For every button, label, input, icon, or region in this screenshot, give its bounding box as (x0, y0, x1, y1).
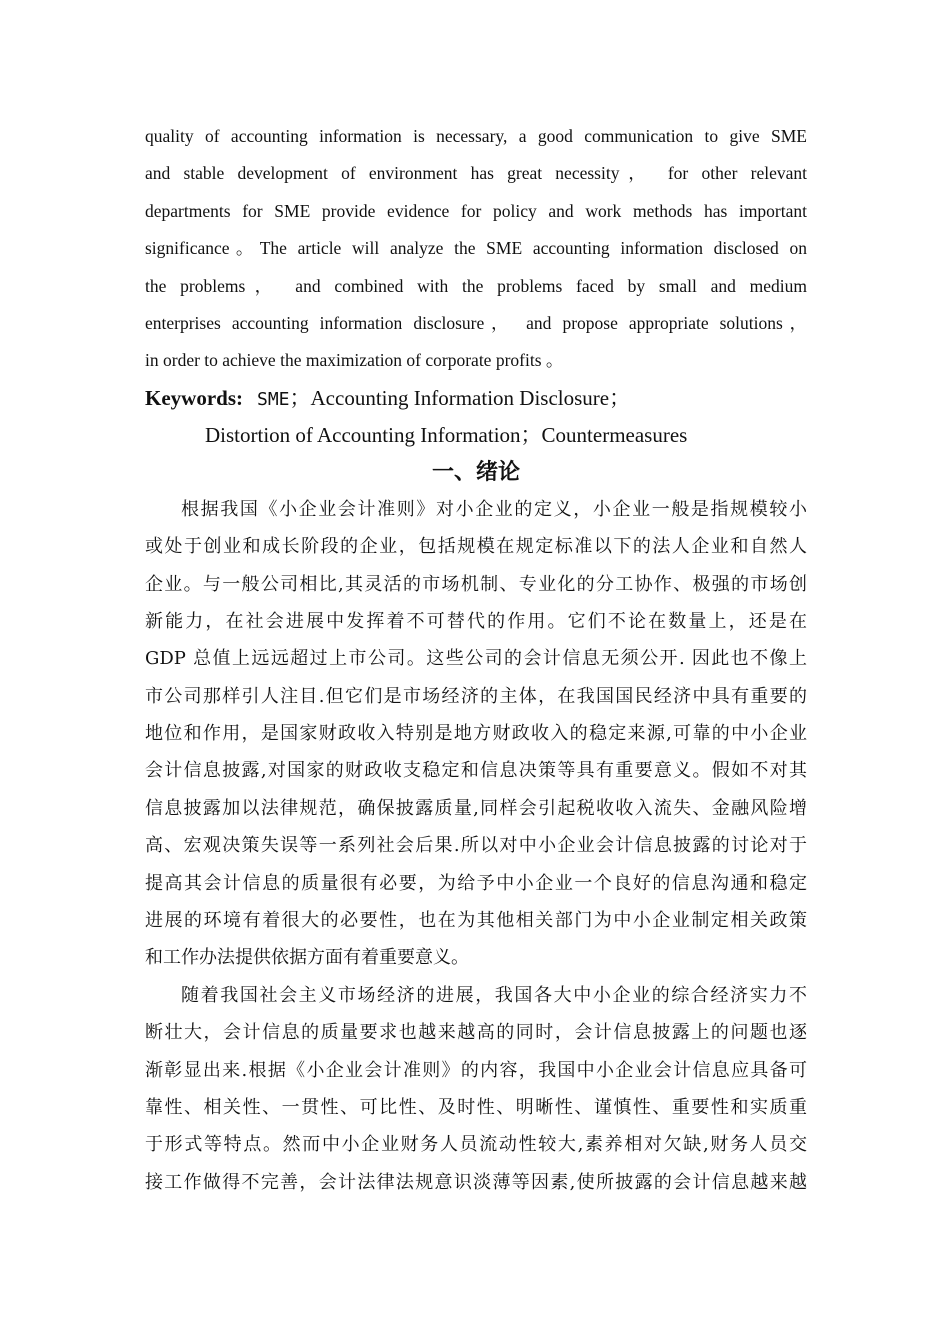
body-paragraph-1 (145, 491, 807, 977)
paragraph-line: 新能力，在社会进展中发挥着不可替代的作用。它们不论在数量上，还是在 (145, 610, 807, 632)
paragraph-line: 地位和作用，是国家财政收入特别是地方财政收入的稳定来源,可靠的中小企业 (145, 723, 807, 745)
paragraph-line: 高、宏观决策失误等一系列社会后果.所以对中小企业会计信息披露的讨论对于 (145, 835, 807, 857)
abstract-line: significance。The article will analyze the SME accounting information disclosed on (145, 238, 807, 259)
paragraph-line: 靠性、相关性、一贯性、可比性、及时性、明晰性、谨慎性、重要性和实质重 (145, 1096, 807, 1118)
paragraph-line: 渐彰显出来.根据《小企业会计准则》的内容，我国中小企业会计信息应具备可 (145, 1059, 807, 1081)
keywords-label: Keywords: (145, 385, 243, 410)
keywords-line-2: Distortion of Accounting Information；Countermeasures (205, 422, 688, 447)
paragraph-line: 市公司那样引人注目.但它们是市场经济的主体，在我国国民经济中具有重要的 (145, 685, 807, 707)
body-paragraph-2 (145, 977, 807, 1201)
abstract-line: departments for SME provide evidence for policy and work methods has important (145, 200, 807, 221)
abstract-line: and stable development of environment has great necessity， for other relevant (145, 163, 807, 184)
paragraph-line: 断壮大，会计信息的质量要求也越来越高的同时，会计信息披露上的问题也逐 (145, 1022, 807, 1044)
paragraph-line: 根据我国《小企业会计准则》对小企业的定义，小企业一般是指规模较小 (181, 498, 807, 520)
paragraph-line: 或处于创业和成长阶段的企业，包括规模在规定标准以下的法人企业和自然人 (145, 536, 807, 558)
paragraph-line: 随着我国社会主义市场经济的进展，我国各大中小企业的综合经济实力不 (181, 984, 807, 1006)
paragraph-line: 会计信息披露,对国家的财政收支稳定和信息决策等具有重要意义。假如不对其 (145, 760, 807, 782)
abstract-line: the problems， and combined with the problems faced by small and medium (145, 275, 807, 296)
paragraph-line: 企业。与一般公司相比,其灵活的市场机制、专业化的分工协作、极强的市场创 (145, 573, 807, 595)
abstract-line: quality of accounting information is necessary, a good communication to give SME (145, 126, 807, 146)
keyword-separator: ； (289, 385, 311, 410)
abstract-line: enterprises accounting information disclosure， and propose appropriate solutions， (145, 312, 807, 333)
paragraph-line: 进展的环境有着很大的必要性，也在为其他相关部门为中小企业制定相关政策 (145, 910, 807, 932)
abstract-english-continued (145, 118, 807, 380)
paragraph-line: 接工作做得不完善，会计法律法规意识淡薄等因素,使所披露的会计信息越来越 (145, 1171, 807, 1193)
keywords-line-1 (145, 380, 807, 417)
keywords-rest: Accounting Information Disclosure； (310, 385, 631, 410)
keyword-sme: SME (257, 388, 290, 410)
paragraph-line: 提高其会计信息的质量很有必要，为给予中小企业一个良好的信息沟通和稳定 (145, 872, 807, 894)
paragraph-line: 于形式等特点。然而中小企业财务人员流动性较大,素养相对欠缺,财务人员交 (145, 1134, 807, 1156)
abstract-line: in order to achieve the maximization of corporate profits 。 (145, 350, 564, 371)
section-title: 一、绪论 (431, 459, 520, 485)
paragraph-line: 和工作办法提供依据方面有着重要意义。 (145, 947, 469, 969)
paragraph-line: 信息披露加以法律规范，确保披露质量,同样会引起税收收入流失、金融风险增 (145, 797, 807, 819)
paragraph-line: GDP 总值上远远超过上市公司。这些公司的会计信息无须公开. 因此也不像上 (145, 648, 807, 670)
page-content (145, 118, 807, 1201)
